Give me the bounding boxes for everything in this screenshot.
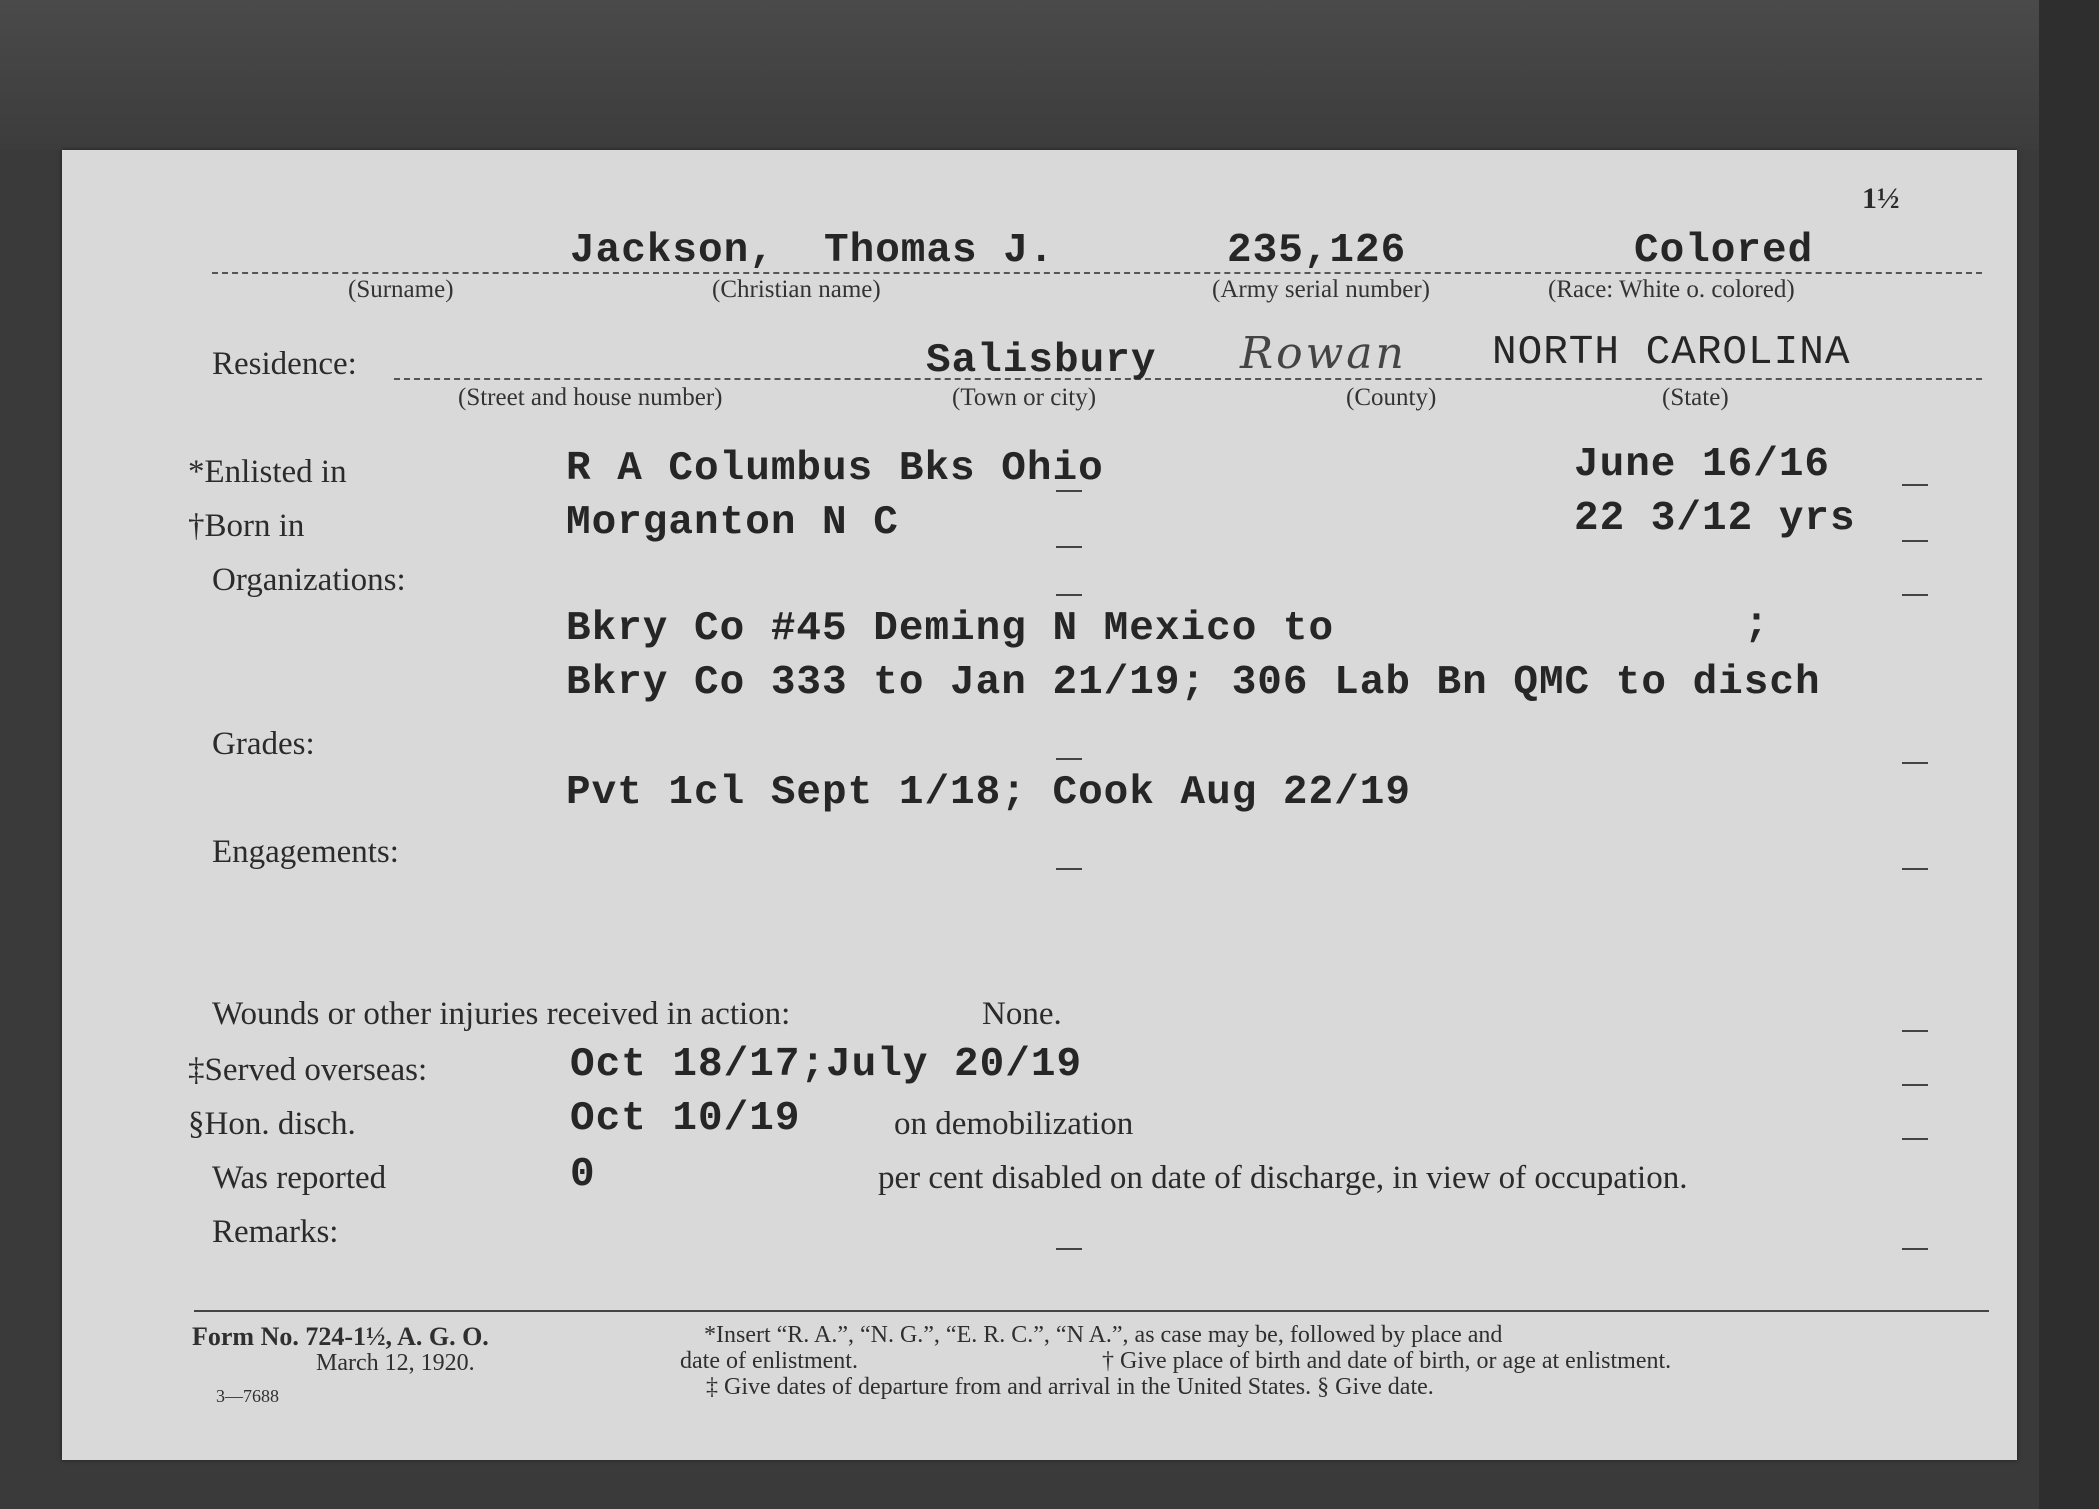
residence-line — [394, 378, 1982, 380]
form-date: March 12, 1920. — [316, 1350, 475, 1376]
scan-edge — [2039, 0, 2099, 1509]
enlisted-label: *Enlisted in — [188, 454, 347, 490]
christian-name-value: Thomas J. — [824, 228, 1055, 274]
dash — [1902, 762, 1928, 764]
wounds-label: Wounds or other injuries received in action: — [212, 996, 791, 1032]
dash — [1902, 868, 1928, 870]
born-place: Morganton N C — [566, 500, 899, 546]
enlisted-place: R A Columbus Bks Ohio — [566, 446, 1104, 492]
discharge-label: §Hon. disch. — [188, 1106, 356, 1142]
dash — [1056, 594, 1082, 596]
dash — [1056, 1248, 1082, 1250]
dash — [1902, 594, 1928, 596]
born-label: †Born in — [188, 508, 305, 544]
reported-value: 0 — [570, 1152, 596, 1198]
dash — [1056, 758, 1082, 760]
form-number: Form No. 724-1½, A. G. O. — [192, 1322, 489, 1351]
remarks-label: Remarks: — [212, 1214, 339, 1250]
serial-caption: (Army serial number) — [1212, 276, 1430, 303]
grades-value: Pvt 1cl Sept 1/18; Cook Aug 22/19 — [566, 770, 1411, 816]
footnote-1: *Insert “R. A.”, “N. G.”, “E. R. C.”, “N A.”, as case may be, followed by place and — [704, 1322, 1503, 1348]
county-value: Rowan — [1240, 328, 1407, 379]
serial-number-value: 235,126 — [1227, 228, 1407, 274]
print-code: 3—7688 — [216, 1386, 279, 1406]
town-caption: (Town or city) — [952, 384, 1097, 411]
reported-text: per cent disabled on date of discharge, in view of occupation. — [878, 1160, 1688, 1196]
scan-background — [0, 0, 2099, 150]
organizations-line1-end: ; — [1744, 602, 1770, 648]
dash — [1902, 1138, 1928, 1140]
footnote-2b: † Give place of birth and date of birth, or age at enlistment. — [1102, 1348, 1672, 1374]
state-caption: (State) — [1662, 384, 1729, 411]
footnote-2a: date of enlistment. — [680, 1348, 858, 1374]
organizations-line1: Bkry Co #45 Deming N Mexico to — [566, 606, 1335, 652]
enlisted-date: June 16/16 — [1574, 442, 1831, 488]
engagements-label: Engagements: — [212, 834, 399, 870]
dash — [1902, 1084, 1928, 1086]
page-number: 1½ — [1862, 182, 1900, 215]
state-value: NORTH CAROLINA — [1492, 330, 1851, 376]
reported-label: Was reported — [212, 1160, 387, 1196]
dash — [1056, 490, 1082, 492]
surname-caption: (Surname) — [348, 276, 454, 303]
footnote-3: ‡ Give dates of departure from and arrival in the United States. § Give date. — [706, 1374, 1434, 1400]
discharge-note: on demobilization — [894, 1106, 1134, 1142]
county-caption: (County) — [1346, 384, 1437, 411]
dash — [1056, 868, 1082, 870]
christian-name-caption: (Christian name) — [712, 276, 881, 303]
footer-rule — [194, 1310, 1989, 1312]
dash — [1056, 546, 1082, 548]
dash — [1902, 540, 1928, 542]
organizations-line2: Bkry Co 333 to Jan 21/19; 306 Lab Bn QMC to disch — [566, 660, 1821, 706]
overseas-value: Oct 18/17;July 20/19 — [570, 1042, 1083, 1088]
born-age: 22 3/12 yrs — [1574, 496, 1856, 542]
discharge-date: Oct 10/19 — [570, 1096, 801, 1142]
dash — [1902, 1248, 1928, 1250]
street-caption: (Street and house number) — [458, 384, 723, 411]
race-caption: (Race: White o. colored) — [1548, 276, 1795, 303]
grades-label: Grades: — [212, 726, 315, 762]
overseas-label: ‡Served overseas: — [188, 1052, 428, 1088]
organizations-label: Organizations: — [212, 562, 406, 598]
dash — [1902, 1030, 1928, 1032]
surname-value: Jackson, — [570, 228, 775, 274]
wounds-value: None. — [982, 996, 1062, 1032]
town-value: Salisbury — [926, 338, 1157, 384]
race-value: Colored — [1634, 228, 1814, 274]
service-record-card — [62, 150, 2017, 1460]
residence-label: Residence: — [212, 346, 357, 382]
dash — [1902, 484, 1928, 486]
